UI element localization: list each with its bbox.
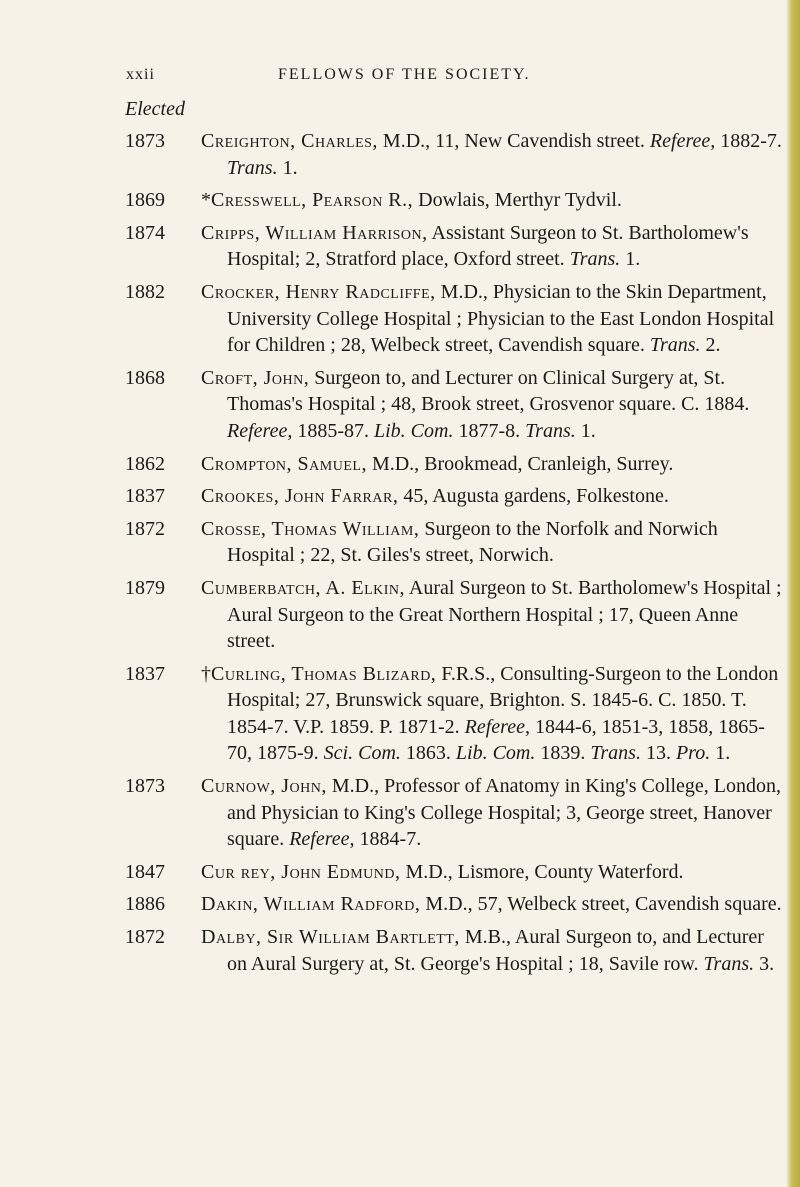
fellow-name: Cripps, William Harrison, <box>201 221 428 244</box>
running-title: FELLOWS OF THE SOCIETY. <box>278 66 531 83</box>
fellow-name: Creighton, Charles, <box>201 130 378 152</box>
entry-detail: M.D., Physician to the Skin Department, University College Hospital ; Physician to the East London Hospital for Children ; 28, Welbeck street, Cavendish square. <box>227 280 775 357</box>
election-year: 1837 <box>125 662 165 685</box>
fellow-entry-text <box>201 483 785 510</box>
fellow-name: Crookes, John Farrar, <box>201 485 399 508</box>
entry-detail: 1885-87. <box>292 419 374 442</box>
fellow-entry-text <box>201 187 785 214</box>
fellow-entry <box>125 661 785 767</box>
entry-detail: M.D., 11, New Cavendish street. <box>377 130 650 152</box>
election-year: 1886 <box>125 893 165 916</box>
fellow-name: Curnow, John, <box>201 775 327 798</box>
fellow-name: Cur rey, John Edmund, <box>201 860 401 883</box>
entry-detail: 1844-6, 1851-3, 1858, 1865-70, 1875-9. <box>227 715 765 765</box>
election-year: 1837 <box>125 485 165 508</box>
fellow-entry-text <box>201 451 785 478</box>
fellow-entry <box>125 516 785 569</box>
italic-note: Trans. <box>569 248 621 271</box>
fellow-name: Croft, John, <box>201 366 310 389</box>
italic-note: Sci. Com. <box>323 742 401 765</box>
italic-note: Referee, <box>289 828 355 851</box>
entry-detail: * <box>201 189 211 212</box>
fellow-entry-text <box>201 220 785 273</box>
election-year: 1874 <box>125 221 165 244</box>
entry-detail: 45, Augusta gardens, Folkestone. <box>398 485 669 508</box>
entry-detail: † <box>201 662 211 685</box>
entry-detail: Aural Surgeon to St. Bartholomew's Hospital ; Aural Surgeon to the Great Northern Hospital ; 17, Queen Anne street. <box>227 576 782 653</box>
fellow-name: Curling, Thomas Blizard, <box>211 662 437 685</box>
fellow-entry-text <box>201 279 785 359</box>
fellow-entry <box>125 128 785 181</box>
entry-detail: M.D., Lismore, County Waterford. <box>400 860 684 883</box>
election-year: 1869 <box>125 189 165 212</box>
italic-note: Referee, <box>649 130 716 152</box>
entry-detail: Surgeon to the Norfolk and Norwich Hospital ; 22, St. Giles's street, Norwich. <box>227 517 718 567</box>
entry-detail: 3. <box>754 952 775 975</box>
italic-note: Trans. <box>703 952 755 975</box>
entry-detail: 1839. <box>535 742 591 765</box>
fellow-entry <box>125 924 785 977</box>
election-year: 1868 <box>125 366 165 389</box>
entry-detail: 1. <box>710 742 731 765</box>
election-year: 1873 <box>125 130 165 152</box>
entry-detail: M.B., Aural Surgeon to, and Lecturer on Aural Surgery at, St. George's Hospital ; 18, Savile row. <box>227 926 764 975</box>
italic-note: Trans. <box>590 742 641 765</box>
fellow-entry-text <box>201 859 785 886</box>
fellow-entry <box>125 575 785 655</box>
entry-detail: 13. <box>640 742 676 765</box>
fellows-list <box>125 128 785 983</box>
fellow-entry-text <box>201 891 785 918</box>
entry-detail: 1. <box>575 419 596 442</box>
page-header <box>0 58 790 88</box>
fellow-entry-text <box>201 128 785 181</box>
entry-detail: 2. <box>700 334 721 357</box>
entry-detail: Surgeon to, and Lecturer on Clinical Surgery at, St. Thomas's Hospital ; 48, Brook street, Grosvenor square. C. 1884. <box>227 366 750 416</box>
entry-detail: M.D., 57, Welbeck street, Cavendish square. <box>420 893 782 916</box>
italic-note: Lib. Com. <box>374 419 454 442</box>
fellow-name: Dakin, William Radford, <box>201 893 421 916</box>
italic-note: Referee, <box>464 715 530 738</box>
fellow-name: Cresswell, Pearson R., <box>211 189 414 212</box>
entry-detail: F.R.S., Consulting-Surgeon to the London Hospital; 27, Brunswick square, Brighton. S. 1845-6. C. 1850. T. 1854-7. V.P. 1859. P. 1871-2. <box>227 662 779 738</box>
fellow-entry-text <box>201 924 785 977</box>
entry-detail: M.D., Professor of Anatomy in King's College, London, and Physician to King's College Hospital; 3, George street, Hanover square. <box>227 775 781 851</box>
entry-detail: 1884-7. <box>354 828 422 851</box>
election-year: 1862 <box>125 452 165 475</box>
fellow-name: Crocker, Henry Radcliffe, <box>201 280 436 303</box>
entry-detail: 1882-7. <box>715 130 782 152</box>
entry-detail: M.D., Brookmead, Cranleigh, Surrey. <box>366 452 674 475</box>
fellow-name: Dalby, Sir William Bartlett, <box>201 926 460 949</box>
fellow-entry-text <box>201 365 785 445</box>
fellow-entry-text <box>201 516 785 569</box>
fellow-entry <box>125 859 785 886</box>
italic-note: Pro. <box>675 742 711 765</box>
italic-note: Trans. <box>227 156 278 179</box>
book-spine-edge <box>786 0 800 1187</box>
fellow-entry <box>125 451 785 478</box>
entry-detail: Dowlais, Merthyr Tydvil. <box>413 189 622 212</box>
page-number: xxii <box>126 66 155 83</box>
election-year: 1872 <box>125 517 165 540</box>
entry-detail: Assistant Surgeon to St. Bartholomew's Hospital; 2, Stratford place, Oxford street. <box>227 221 749 271</box>
italic-note: Referee, <box>227 419 293 442</box>
column-label-elected: Elected <box>125 98 185 120</box>
entry-detail: 1863. <box>400 742 456 765</box>
entry-detail: 1. <box>620 248 641 271</box>
election-year: 1882 <box>125 280 165 303</box>
fellow-name: Crompton, Samuel, <box>201 452 367 475</box>
election-year: 1873 <box>125 775 165 798</box>
fellow-entry <box>125 220 785 273</box>
election-year: 1872 <box>125 926 165 949</box>
fellow-entry <box>125 279 785 359</box>
fellow-entry-text <box>201 575 785 655</box>
italic-note: Trans. <box>649 334 701 357</box>
fellow-entry <box>125 187 785 214</box>
entry-detail: 1. <box>277 156 298 179</box>
fellow-entry <box>125 365 785 445</box>
fellow-entry <box>125 773 785 853</box>
fellow-entry <box>125 483 785 510</box>
fellow-entry-text <box>201 661 785 767</box>
election-year: 1879 <box>125 576 165 599</box>
italic-note: Trans. <box>525 419 576 442</box>
fellow-entry <box>125 891 785 918</box>
fellow-name: Cumberbatch, A. Elkin, <box>201 576 406 599</box>
entry-detail: 1877-8. <box>453 419 526 442</box>
fellow-name: Crosse, Thomas William, <box>201 517 420 540</box>
fellow-entry-text <box>201 773 785 853</box>
italic-note: Lib. Com. <box>455 742 536 765</box>
election-year: 1847 <box>125 860 165 883</box>
